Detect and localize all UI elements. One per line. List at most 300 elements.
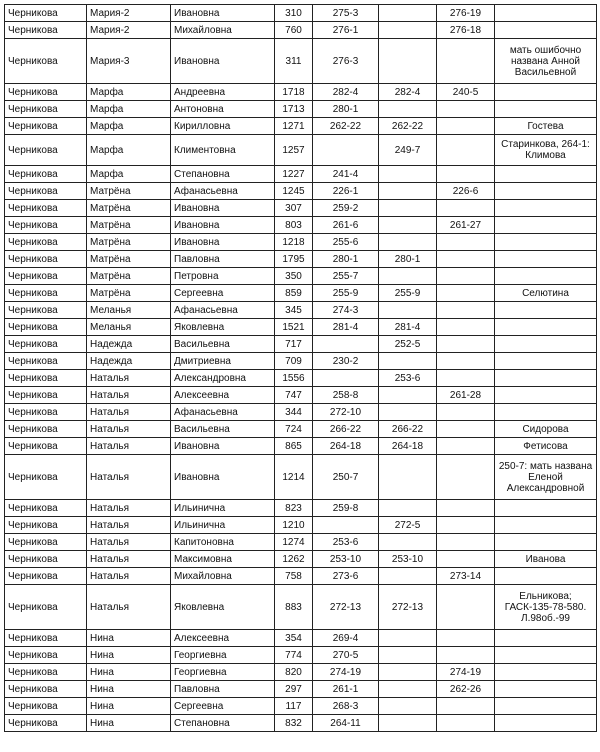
surname-cell: Черникова (5, 135, 87, 166)
table-row (5, 302, 597, 319)
number-cell: 1227 (275, 166, 313, 183)
surname-cell: Черникова (5, 585, 87, 630)
record-ref-b-cell: 262-22 (379, 118, 437, 135)
patronymic-cell: Яковлевна (171, 585, 275, 630)
patronymic-cell: Ивановна (171, 438, 275, 455)
record-ref-c-cell (437, 715, 495, 732)
record-ref-b-cell (379, 353, 437, 370)
note-cell (495, 251, 597, 268)
patronymic-cell: Ивановна (171, 234, 275, 251)
name-cell: Наталья (87, 455, 171, 500)
record-ref-c-cell (437, 534, 495, 551)
name-cell: Матрёна (87, 285, 171, 302)
record-ref-c-cell: 262-26 (437, 681, 495, 698)
table-row (5, 568, 597, 585)
surname-cell: Черникова (5, 353, 87, 370)
record-ref-a-cell: 261-6 (313, 217, 379, 234)
note-cell (495, 568, 597, 585)
record-ref-c-cell: 226-6 (437, 183, 495, 200)
record-ref-a-cell: 282-4 (313, 84, 379, 101)
name-cell: Марфа (87, 135, 171, 166)
record-ref-a-cell: 255-9 (313, 285, 379, 302)
record-ref-c-cell: 240-5 (437, 84, 495, 101)
record-ref-b-cell (379, 217, 437, 234)
record-ref-b-cell (379, 568, 437, 585)
record-ref-b-cell: 255-9 (379, 285, 437, 302)
note-cell (495, 500, 597, 517)
record-ref-c-cell (437, 500, 495, 517)
record-ref-b-cell: 249-7 (379, 135, 437, 166)
record-ref-b-cell (379, 183, 437, 200)
patronymic-cell: Ивановна (171, 39, 275, 84)
record-ref-a-cell: 280-1 (313, 101, 379, 118)
note-cell (495, 647, 597, 664)
table-row (5, 455, 597, 500)
record-ref-c-cell (437, 370, 495, 387)
record-ref-a-cell (313, 336, 379, 353)
record-ref-a-cell (313, 135, 379, 166)
record-ref-a-cell: 275-3 (313, 5, 379, 22)
table-row (5, 500, 597, 517)
name-cell: Наталья (87, 370, 171, 387)
name-cell: Матрёна (87, 183, 171, 200)
number-cell: 883 (275, 585, 313, 630)
number-cell: 747 (275, 387, 313, 404)
record-ref-c-cell (437, 101, 495, 118)
record-ref-a-cell: 262-22 (313, 118, 379, 135)
surname-cell: Черникова (5, 500, 87, 517)
patronymic-cell: Степановна (171, 166, 275, 183)
name-cell: Наталья (87, 500, 171, 517)
record-ref-c-cell (437, 421, 495, 438)
record-ref-b-cell (379, 455, 437, 500)
record-ref-a-cell (313, 517, 379, 534)
note-cell (495, 166, 597, 183)
number-cell: 1795 (275, 251, 313, 268)
name-cell: Мария-2 (87, 5, 171, 22)
number-cell: 1713 (275, 101, 313, 118)
number-cell: 311 (275, 39, 313, 84)
record-ref-c-cell (437, 135, 495, 166)
record-ref-b-cell (379, 5, 437, 22)
note-cell (495, 319, 597, 336)
record-ref-c-cell (437, 268, 495, 285)
note-cell (495, 22, 597, 39)
table-row (5, 84, 597, 101)
name-cell: Наталья (87, 438, 171, 455)
table-row (5, 585, 597, 630)
record-ref-a-cell: 273-6 (313, 568, 379, 585)
name-cell: Нина (87, 647, 171, 664)
surname-cell: Черникова (5, 647, 87, 664)
note-cell (495, 698, 597, 715)
records-table (4, 4, 597, 732)
record-ref-b-cell (379, 715, 437, 732)
patronymic-cell: Васильевна (171, 421, 275, 438)
record-ref-b-cell: 253-6 (379, 370, 437, 387)
number-cell: 709 (275, 353, 313, 370)
table-row (5, 438, 597, 455)
record-ref-b-cell (379, 534, 437, 551)
surname-cell: Черникова (5, 421, 87, 438)
record-ref-c-cell: 261-27 (437, 217, 495, 234)
number-cell: 1521 (275, 319, 313, 336)
number-cell: 1274 (275, 534, 313, 551)
surname-cell: Черникова (5, 438, 87, 455)
table-row (5, 285, 597, 302)
record-ref-c-cell (437, 234, 495, 251)
number-cell: 117 (275, 698, 313, 715)
record-ref-a-cell: 259-8 (313, 500, 379, 517)
record-ref-a-cell: 258-8 (313, 387, 379, 404)
surname-cell: Черникова (5, 681, 87, 698)
record-ref-b-cell (379, 681, 437, 698)
table-row (5, 319, 597, 336)
record-ref-c-cell (437, 585, 495, 630)
number-cell: 820 (275, 664, 313, 681)
note-cell: Ельникова; ГАСК-135-78-580. Л.98об.-99 (495, 585, 597, 630)
name-cell: Наталья (87, 568, 171, 585)
surname-cell: Черникова (5, 39, 87, 84)
note-cell: мать ошибочно названа Анной Васильевной (495, 39, 597, 84)
number-cell: 1210 (275, 517, 313, 534)
patronymic-cell: Павловна (171, 251, 275, 268)
note-cell (495, 200, 597, 217)
record-ref-b-cell (379, 234, 437, 251)
note-cell (495, 664, 597, 681)
record-ref-a-cell: 264-18 (313, 438, 379, 455)
note-cell: Фетисова (495, 438, 597, 455)
name-cell: Матрёна (87, 268, 171, 285)
surname-cell: Черникова (5, 336, 87, 353)
name-cell: Наталья (87, 534, 171, 551)
record-ref-b-cell: 280-1 (379, 251, 437, 268)
table-row (5, 370, 597, 387)
record-ref-b-cell: 282-4 (379, 84, 437, 101)
name-cell: Наталья (87, 517, 171, 534)
note-cell (495, 370, 597, 387)
record-ref-a-cell: 250-7 (313, 455, 379, 500)
number-cell: 774 (275, 647, 313, 664)
patronymic-cell: Андреевна (171, 84, 275, 101)
patronymic-cell: Сергеевна (171, 285, 275, 302)
record-ref-b-cell (379, 101, 437, 118)
patronymic-cell: Ильинична (171, 517, 275, 534)
record-ref-b-cell: 264-18 (379, 438, 437, 455)
record-ref-c-cell: 276-18 (437, 22, 495, 39)
record-ref-a-cell: 268-3 (313, 698, 379, 715)
record-ref-a-cell: 226-1 (313, 183, 379, 200)
table-row (5, 421, 597, 438)
patronymic-cell: Ивановна (171, 200, 275, 217)
name-cell: Наталья (87, 551, 171, 568)
surname-cell: Черникова (5, 200, 87, 217)
record-ref-b-cell (379, 404, 437, 421)
record-ref-a-cell: 274-19 (313, 664, 379, 681)
number-cell: 859 (275, 285, 313, 302)
record-ref-c-cell (437, 353, 495, 370)
table-row (5, 353, 597, 370)
record-ref-a-cell (313, 370, 379, 387)
name-cell: Нина (87, 630, 171, 647)
record-ref-a-cell: 255-7 (313, 268, 379, 285)
surname-cell: Черникова (5, 101, 87, 118)
number-cell: 307 (275, 200, 313, 217)
note-cell (495, 353, 597, 370)
number-cell: 832 (275, 715, 313, 732)
surname-cell: Черникова (5, 568, 87, 585)
note-cell (495, 5, 597, 22)
record-ref-c-cell (437, 319, 495, 336)
record-ref-c-cell (437, 630, 495, 647)
surname-cell: Черникова (5, 630, 87, 647)
patronymic-cell: Афанасьевна (171, 404, 275, 421)
number-cell: 1271 (275, 118, 313, 135)
record-ref-b-cell (379, 166, 437, 183)
patronymic-cell: Яковлевна (171, 319, 275, 336)
note-cell (495, 534, 597, 551)
patronymic-cell: Георгиевна (171, 664, 275, 681)
record-ref-a-cell: 270-5 (313, 647, 379, 664)
patronymic-cell: Кирилловна (171, 118, 275, 135)
surname-cell: Черникова (5, 698, 87, 715)
table-row (5, 118, 597, 135)
surname-cell: Черникова (5, 387, 87, 404)
table-row (5, 39, 597, 84)
record-ref-c-cell: 274-19 (437, 664, 495, 681)
surname-cell: Черникова (5, 664, 87, 681)
patronymic-cell: Афанасьевна (171, 302, 275, 319)
note-cell: 250-7: мать названа Еленой Александровной (495, 455, 597, 500)
name-cell: Меланья (87, 302, 171, 319)
surname-cell: Черникова (5, 370, 87, 387)
record-ref-c-cell: 261-28 (437, 387, 495, 404)
table-row (5, 135, 597, 166)
table-row (5, 22, 597, 39)
patronymic-cell: Александровна (171, 370, 275, 387)
name-cell: Матрёна (87, 217, 171, 234)
name-cell: Нина (87, 698, 171, 715)
note-cell (495, 517, 597, 534)
table-row (5, 630, 597, 647)
record-ref-b-cell: 253-10 (379, 551, 437, 568)
record-ref-a-cell: 253-6 (313, 534, 379, 551)
surname-cell: Черникова (5, 551, 87, 568)
name-cell: Мария-2 (87, 22, 171, 39)
number-cell: 1214 (275, 455, 313, 500)
number-cell: 1556 (275, 370, 313, 387)
surname-cell: Черникова (5, 715, 87, 732)
number-cell: 758 (275, 568, 313, 585)
record-ref-b-cell (379, 500, 437, 517)
record-ref-a-cell: 269-4 (313, 630, 379, 647)
number-cell: 760 (275, 22, 313, 39)
patronymic-cell: Степановна (171, 715, 275, 732)
record-ref-b-cell (379, 387, 437, 404)
name-cell: Наталья (87, 404, 171, 421)
record-ref-c-cell (437, 302, 495, 319)
table-row (5, 101, 597, 118)
note-cell: Селютина (495, 285, 597, 302)
record-ref-a-cell: 272-13 (313, 585, 379, 630)
table-row (5, 404, 597, 421)
record-ref-c-cell (437, 517, 495, 534)
record-ref-b-cell: 272-5 (379, 517, 437, 534)
number-cell: 354 (275, 630, 313, 647)
patronymic-cell: Ивановна (171, 455, 275, 500)
record-ref-c-cell (437, 336, 495, 353)
number-cell: 1245 (275, 183, 313, 200)
patronymic-cell: Ивановна (171, 5, 275, 22)
surname-cell: Черникова (5, 166, 87, 183)
name-cell: Марфа (87, 101, 171, 118)
record-ref-a-cell: 264-11 (313, 715, 379, 732)
record-ref-a-cell: 280-1 (313, 251, 379, 268)
record-ref-c-cell (437, 455, 495, 500)
record-ref-b-cell (379, 200, 437, 217)
number-cell: 1718 (275, 84, 313, 101)
surname-cell: Черникова (5, 285, 87, 302)
name-cell: Мария-3 (87, 39, 171, 84)
surname-cell: Черникова (5, 404, 87, 421)
surname-cell: Черникова (5, 517, 87, 534)
record-ref-b-cell (379, 268, 437, 285)
table-row (5, 200, 597, 217)
note-cell (495, 268, 597, 285)
note-cell (495, 183, 597, 200)
record-ref-c-cell (437, 438, 495, 455)
patronymic-cell: Ивановна (171, 217, 275, 234)
record-ref-a-cell: 276-3 (313, 39, 379, 84)
note-cell (495, 404, 597, 421)
note-cell (495, 101, 597, 118)
note-cell (495, 715, 597, 732)
patronymic-cell: Васильевна (171, 336, 275, 353)
surname-cell: Черникова (5, 455, 87, 500)
name-cell: Меланья (87, 319, 171, 336)
table-row (5, 234, 597, 251)
table-row (5, 664, 597, 681)
table-row (5, 166, 597, 183)
record-ref-a-cell: 281-4 (313, 319, 379, 336)
record-ref-c-cell (437, 285, 495, 302)
table-row (5, 251, 597, 268)
note-cell: Старинкова, 264-1: Климова (495, 135, 597, 166)
name-cell: Марфа (87, 84, 171, 101)
note-cell: Сидорова (495, 421, 597, 438)
patronymic-cell: Афанасьевна (171, 183, 275, 200)
name-cell: Матрёна (87, 200, 171, 217)
note-cell (495, 234, 597, 251)
table-row (5, 698, 597, 715)
record-ref-b-cell: 272-13 (379, 585, 437, 630)
table-row (5, 387, 597, 404)
name-cell: Наталья (87, 421, 171, 438)
surname-cell: Черникова (5, 217, 87, 234)
record-ref-c-cell (437, 166, 495, 183)
number-cell: 310 (275, 5, 313, 22)
patronymic-cell: Павловна (171, 681, 275, 698)
surname-cell: Черникова (5, 319, 87, 336)
name-cell: Марфа (87, 118, 171, 135)
record-ref-a-cell: 230-2 (313, 353, 379, 370)
patronymic-cell: Максимовна (171, 551, 275, 568)
surname-cell: Черникова (5, 234, 87, 251)
record-ref-c-cell (437, 39, 495, 84)
record-ref-a-cell: 266-22 (313, 421, 379, 438)
record-ref-c-cell (437, 404, 495, 421)
record-ref-c-cell: 273-14 (437, 568, 495, 585)
name-cell: Надежда (87, 353, 171, 370)
record-ref-a-cell: 276-1 (313, 22, 379, 39)
name-cell: Нина (87, 681, 171, 698)
note-cell: Гостева (495, 118, 597, 135)
patronymic-cell: Алексеевна (171, 630, 275, 647)
patronymic-cell: Дмитриевна (171, 353, 275, 370)
patronymic-cell: Сергеевна (171, 698, 275, 715)
record-ref-c-cell (437, 251, 495, 268)
table-row (5, 5, 597, 22)
patronymic-cell: Капитоновна (171, 534, 275, 551)
table-row (5, 217, 597, 234)
record-ref-c-cell (437, 698, 495, 715)
number-cell: 1257 (275, 135, 313, 166)
number-cell: 717 (275, 336, 313, 353)
table-row (5, 336, 597, 353)
surname-cell: Черникова (5, 268, 87, 285)
name-cell: Матрёна (87, 234, 171, 251)
record-ref-a-cell: 272-10 (313, 404, 379, 421)
note-cell (495, 387, 597, 404)
patronymic-cell: Климентовна (171, 135, 275, 166)
surname-cell: Черникова (5, 22, 87, 39)
record-ref-a-cell: 241-4 (313, 166, 379, 183)
record-ref-b-cell: 252-5 (379, 336, 437, 353)
note-cell (495, 217, 597, 234)
table-row (5, 183, 597, 200)
surname-cell: Черникова (5, 5, 87, 22)
name-cell: Марфа (87, 166, 171, 183)
table-row (5, 715, 597, 732)
note-cell (495, 681, 597, 698)
number-cell: 350 (275, 268, 313, 285)
record-ref-b-cell (379, 664, 437, 681)
table-row (5, 517, 597, 534)
record-ref-b-cell (379, 698, 437, 715)
record-ref-a-cell: 253-10 (313, 551, 379, 568)
surname-cell: Черникова (5, 84, 87, 101)
number-cell: 297 (275, 681, 313, 698)
surname-cell: Черникова (5, 534, 87, 551)
record-ref-c-cell (437, 118, 495, 135)
record-ref-b-cell (379, 22, 437, 39)
number-cell: 345 (275, 302, 313, 319)
patronymic-cell: Алексеевна (171, 387, 275, 404)
number-cell: 823 (275, 500, 313, 517)
record-ref-c-cell (437, 647, 495, 664)
note-cell (495, 336, 597, 353)
record-ref-a-cell: 261-1 (313, 681, 379, 698)
record-ref-a-cell: 255-6 (313, 234, 379, 251)
name-cell: Наталья (87, 387, 171, 404)
patronymic-cell: Георгиевна (171, 647, 275, 664)
number-cell: 344 (275, 404, 313, 421)
table-row (5, 268, 597, 285)
record-ref-b-cell (379, 630, 437, 647)
number-cell: 1262 (275, 551, 313, 568)
name-cell: Наталья (87, 585, 171, 630)
record-ref-c-cell: 276-19 (437, 5, 495, 22)
